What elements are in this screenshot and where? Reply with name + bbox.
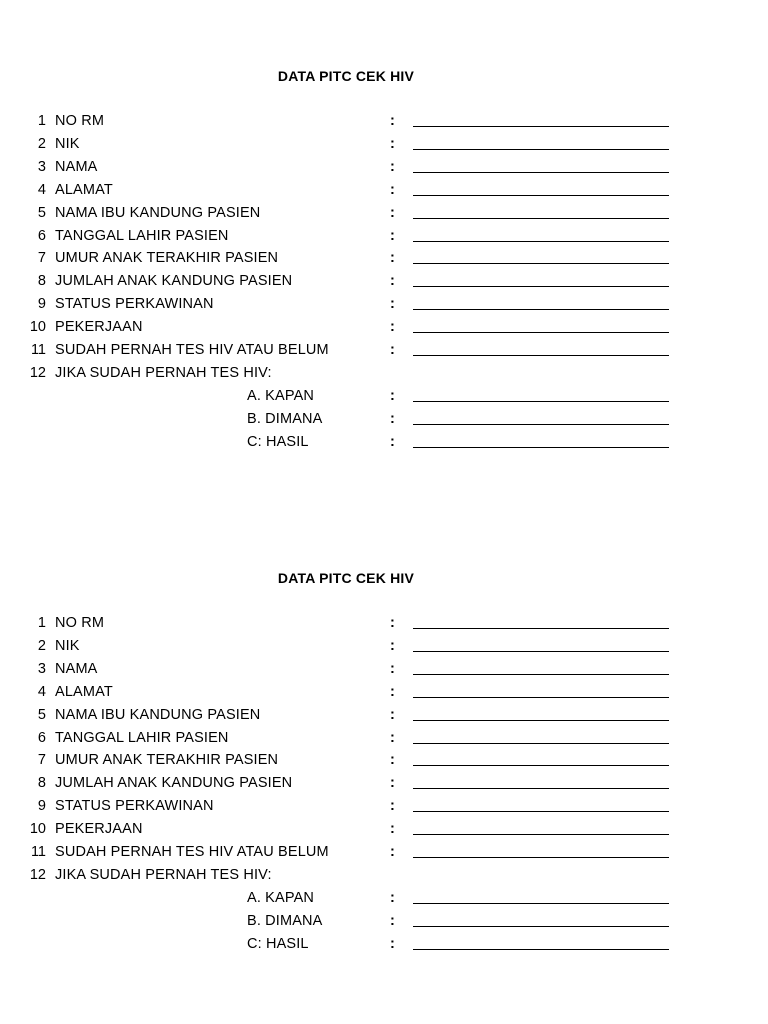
- field-colon: :: [390, 660, 395, 677]
- row-number: 11: [30, 342, 46, 358]
- field-colon: :: [390, 250, 395, 267]
- form-subrow: [0, 409, 768, 432]
- row-number: 11: [30, 844, 46, 860]
- fill-in-line[interactable]: [413, 720, 669, 721]
- form-row: [0, 796, 768, 819]
- form-row: [0, 111, 768, 134]
- pitc-form: [0, 66, 768, 466]
- field-label: JUMLAH ANAK KANDUNG PASIEN: [55, 273, 293, 290]
- form-subrow: [0, 934, 768, 957]
- field-label: NIK: [55, 135, 80, 152]
- form-row: [0, 819, 768, 842]
- fill-in-line[interactable]: [413, 172, 669, 173]
- subfield-label: A. KAPAN: [247, 889, 315, 906]
- form-row: [0, 705, 768, 728]
- form-row: [0, 682, 768, 705]
- row-number: 4: [37, 181, 46, 198]
- field-colon: :: [390, 844, 395, 860]
- form-title: DATA PITC CEK HIV: [277, 68, 415, 84]
- field-label: NAMA: [55, 660, 98, 677]
- field-colon: :: [390, 273, 395, 290]
- form-row: [0, 157, 768, 180]
- subfield-label: B. DIMANA: [247, 912, 323, 929]
- row-number: 9: [37, 798, 46, 815]
- field-label: STATUS PERKAWINAN: [55, 296, 214, 313]
- field-label: NAMA IBU KANDUNG PASIEN: [55, 204, 261, 221]
- fill-in-line[interactable]: [413, 195, 669, 196]
- subfield-label: C: HASIL: [247, 935, 309, 952]
- form-title: DATA PITC CEK HIV: [277, 570, 415, 586]
- field-label: JIKA SUDAH PERNAH TES HIV:: [55, 866, 272, 883]
- fill-in-line[interactable]: [413, 903, 669, 904]
- row-number: 7: [37, 250, 46, 267]
- fill-in-line[interactable]: [413, 926, 669, 927]
- row-number: 9: [37, 296, 46, 313]
- row-number: 5: [37, 706, 46, 723]
- field-label: NAMA: [55, 158, 98, 175]
- fill-in-line[interactable]: [413, 332, 669, 333]
- field-label: STATUS PERKAWINAN: [55, 798, 214, 815]
- form-row: [0, 773, 768, 796]
- fill-in-line[interactable]: [413, 149, 669, 150]
- fill-in-line[interactable]: [413, 355, 669, 356]
- field-colon: :: [390, 706, 395, 723]
- field-colon: :: [390, 729, 395, 746]
- field-colon: :: [390, 158, 395, 175]
- field-colon: :: [390, 912, 395, 929]
- field-colon: :: [390, 204, 395, 221]
- field-colon: :: [390, 798, 395, 815]
- form-row: [0, 340, 768, 363]
- subfield-label: A. KAPAN: [247, 387, 315, 404]
- row-number: 3: [37, 158, 46, 175]
- subfield-label: C: HASIL: [247, 433, 309, 450]
- field-label: NO RM: [55, 615, 105, 631]
- fill-in-line[interactable]: [413, 309, 669, 310]
- row-number: 7: [37, 752, 46, 769]
- field-label: JIKA SUDAH PERNAH TES HIV:: [55, 364, 272, 381]
- fill-in-line[interactable]: [413, 447, 669, 448]
- form-row: [0, 842, 768, 865]
- field-label: SUDAH PERNAH TES HIV ATAU BELUM: [55, 844, 329, 860]
- field-colon: :: [390, 410, 395, 427]
- field-colon: :: [390, 935, 395, 952]
- fill-in-line[interactable]: [413, 765, 669, 766]
- pitc-form: [0, 568, 768, 968]
- form-row: [0, 271, 768, 294]
- fill-in-line[interactable]: [413, 857, 669, 858]
- form-subrow: [0, 432, 768, 455]
- field-colon: :: [390, 683, 395, 700]
- field-colon: :: [390, 227, 395, 244]
- fill-in-line[interactable]: [413, 628, 669, 629]
- field-colon: :: [390, 319, 395, 336]
- field-colon: :: [390, 296, 395, 313]
- row-number: 12: [29, 364, 46, 381]
- field-label: NO RM: [55, 113, 105, 129]
- form-row: [0, 317, 768, 340]
- field-colon: :: [390, 775, 395, 792]
- form-row: [0, 180, 768, 203]
- field-label: UMUR ANAK TERAKHIR PASIEN: [55, 752, 279, 769]
- field-colon: :: [390, 342, 395, 358]
- fill-in-line[interactable]: [413, 743, 669, 744]
- row-number: 4: [37, 683, 46, 700]
- form-row: [0, 248, 768, 271]
- fill-in-line[interactable]: [413, 401, 669, 402]
- field-label: SUDAH PERNAH TES HIV ATAU BELUM: [55, 342, 329, 358]
- row-number: 5: [37, 204, 46, 221]
- form-row: [0, 750, 768, 773]
- field-colon: :: [390, 135, 395, 152]
- field-label: PEKERJAAN: [55, 319, 143, 336]
- field-colon: :: [390, 821, 395, 838]
- fill-in-line[interactable]: [413, 126, 669, 127]
- fill-in-line[interactable]: [413, 949, 669, 950]
- form-row: [0, 134, 768, 157]
- fill-in-line[interactable]: [413, 811, 669, 812]
- row-number: 1: [37, 615, 46, 631]
- field-label: TANGGAL LAHIR PASIEN: [55, 729, 229, 746]
- row-number: 6: [37, 729, 46, 746]
- form-row: [0, 226, 768, 249]
- field-colon: :: [390, 113, 395, 129]
- field-label: UMUR ANAK TERAKHIR PASIEN: [55, 250, 279, 267]
- form-subrow: [0, 888, 768, 911]
- form-row: [0, 865, 768, 888]
- field-colon: :: [390, 181, 395, 198]
- field-label: ALAMAT: [55, 683, 113, 700]
- row-number: 1: [37, 113, 46, 129]
- fill-in-line[interactable]: [413, 424, 669, 425]
- field-label: NAMA IBU KANDUNG PASIEN: [55, 706, 261, 723]
- field-label: NIK: [55, 637, 80, 654]
- row-number: 10: [29, 319, 46, 336]
- fill-in-line[interactable]: [413, 218, 669, 219]
- form-row: [0, 613, 768, 636]
- fill-in-line[interactable]: [413, 834, 669, 835]
- field-label: ALAMAT: [55, 181, 113, 198]
- form-row: [0, 294, 768, 317]
- fill-in-line[interactable]: [413, 674, 669, 675]
- row-number: 10: [29, 821, 46, 838]
- form-row: [0, 363, 768, 386]
- row-number: 8: [37, 775, 46, 792]
- field-label: JUMLAH ANAK KANDUNG PASIEN: [55, 775, 293, 792]
- row-number: 3: [37, 660, 46, 677]
- form-row: [0, 203, 768, 226]
- fill-in-line[interactable]: [413, 697, 669, 698]
- row-number: 8: [37, 273, 46, 290]
- subfield-label: B. DIMANA: [247, 410, 323, 427]
- fill-in-line[interactable]: [413, 788, 669, 789]
- field-colon: :: [390, 433, 395, 450]
- form-row: [0, 659, 768, 682]
- form-subrow: [0, 386, 768, 409]
- row-number: 2: [37, 637, 46, 654]
- field-colon: :: [390, 889, 395, 906]
- form-row: [0, 636, 768, 659]
- fill-in-line[interactable]: [413, 241, 669, 242]
- row-number: 2: [37, 135, 46, 152]
- row-number: 12: [29, 866, 46, 883]
- field-colon: :: [390, 637, 395, 654]
- field-colon: :: [390, 752, 395, 769]
- fill-in-line[interactable]: [413, 651, 669, 652]
- form-row: [0, 728, 768, 751]
- field-label: PEKERJAAN: [55, 821, 143, 838]
- fill-in-line[interactable]: [413, 286, 669, 287]
- field-colon: :: [390, 387, 395, 404]
- form-subrow: [0, 911, 768, 934]
- field-colon: :: [390, 615, 395, 631]
- row-number: 6: [37, 227, 46, 244]
- field-label: TANGGAL LAHIR PASIEN: [55, 227, 229, 244]
- fill-in-line[interactable]: [413, 263, 669, 264]
